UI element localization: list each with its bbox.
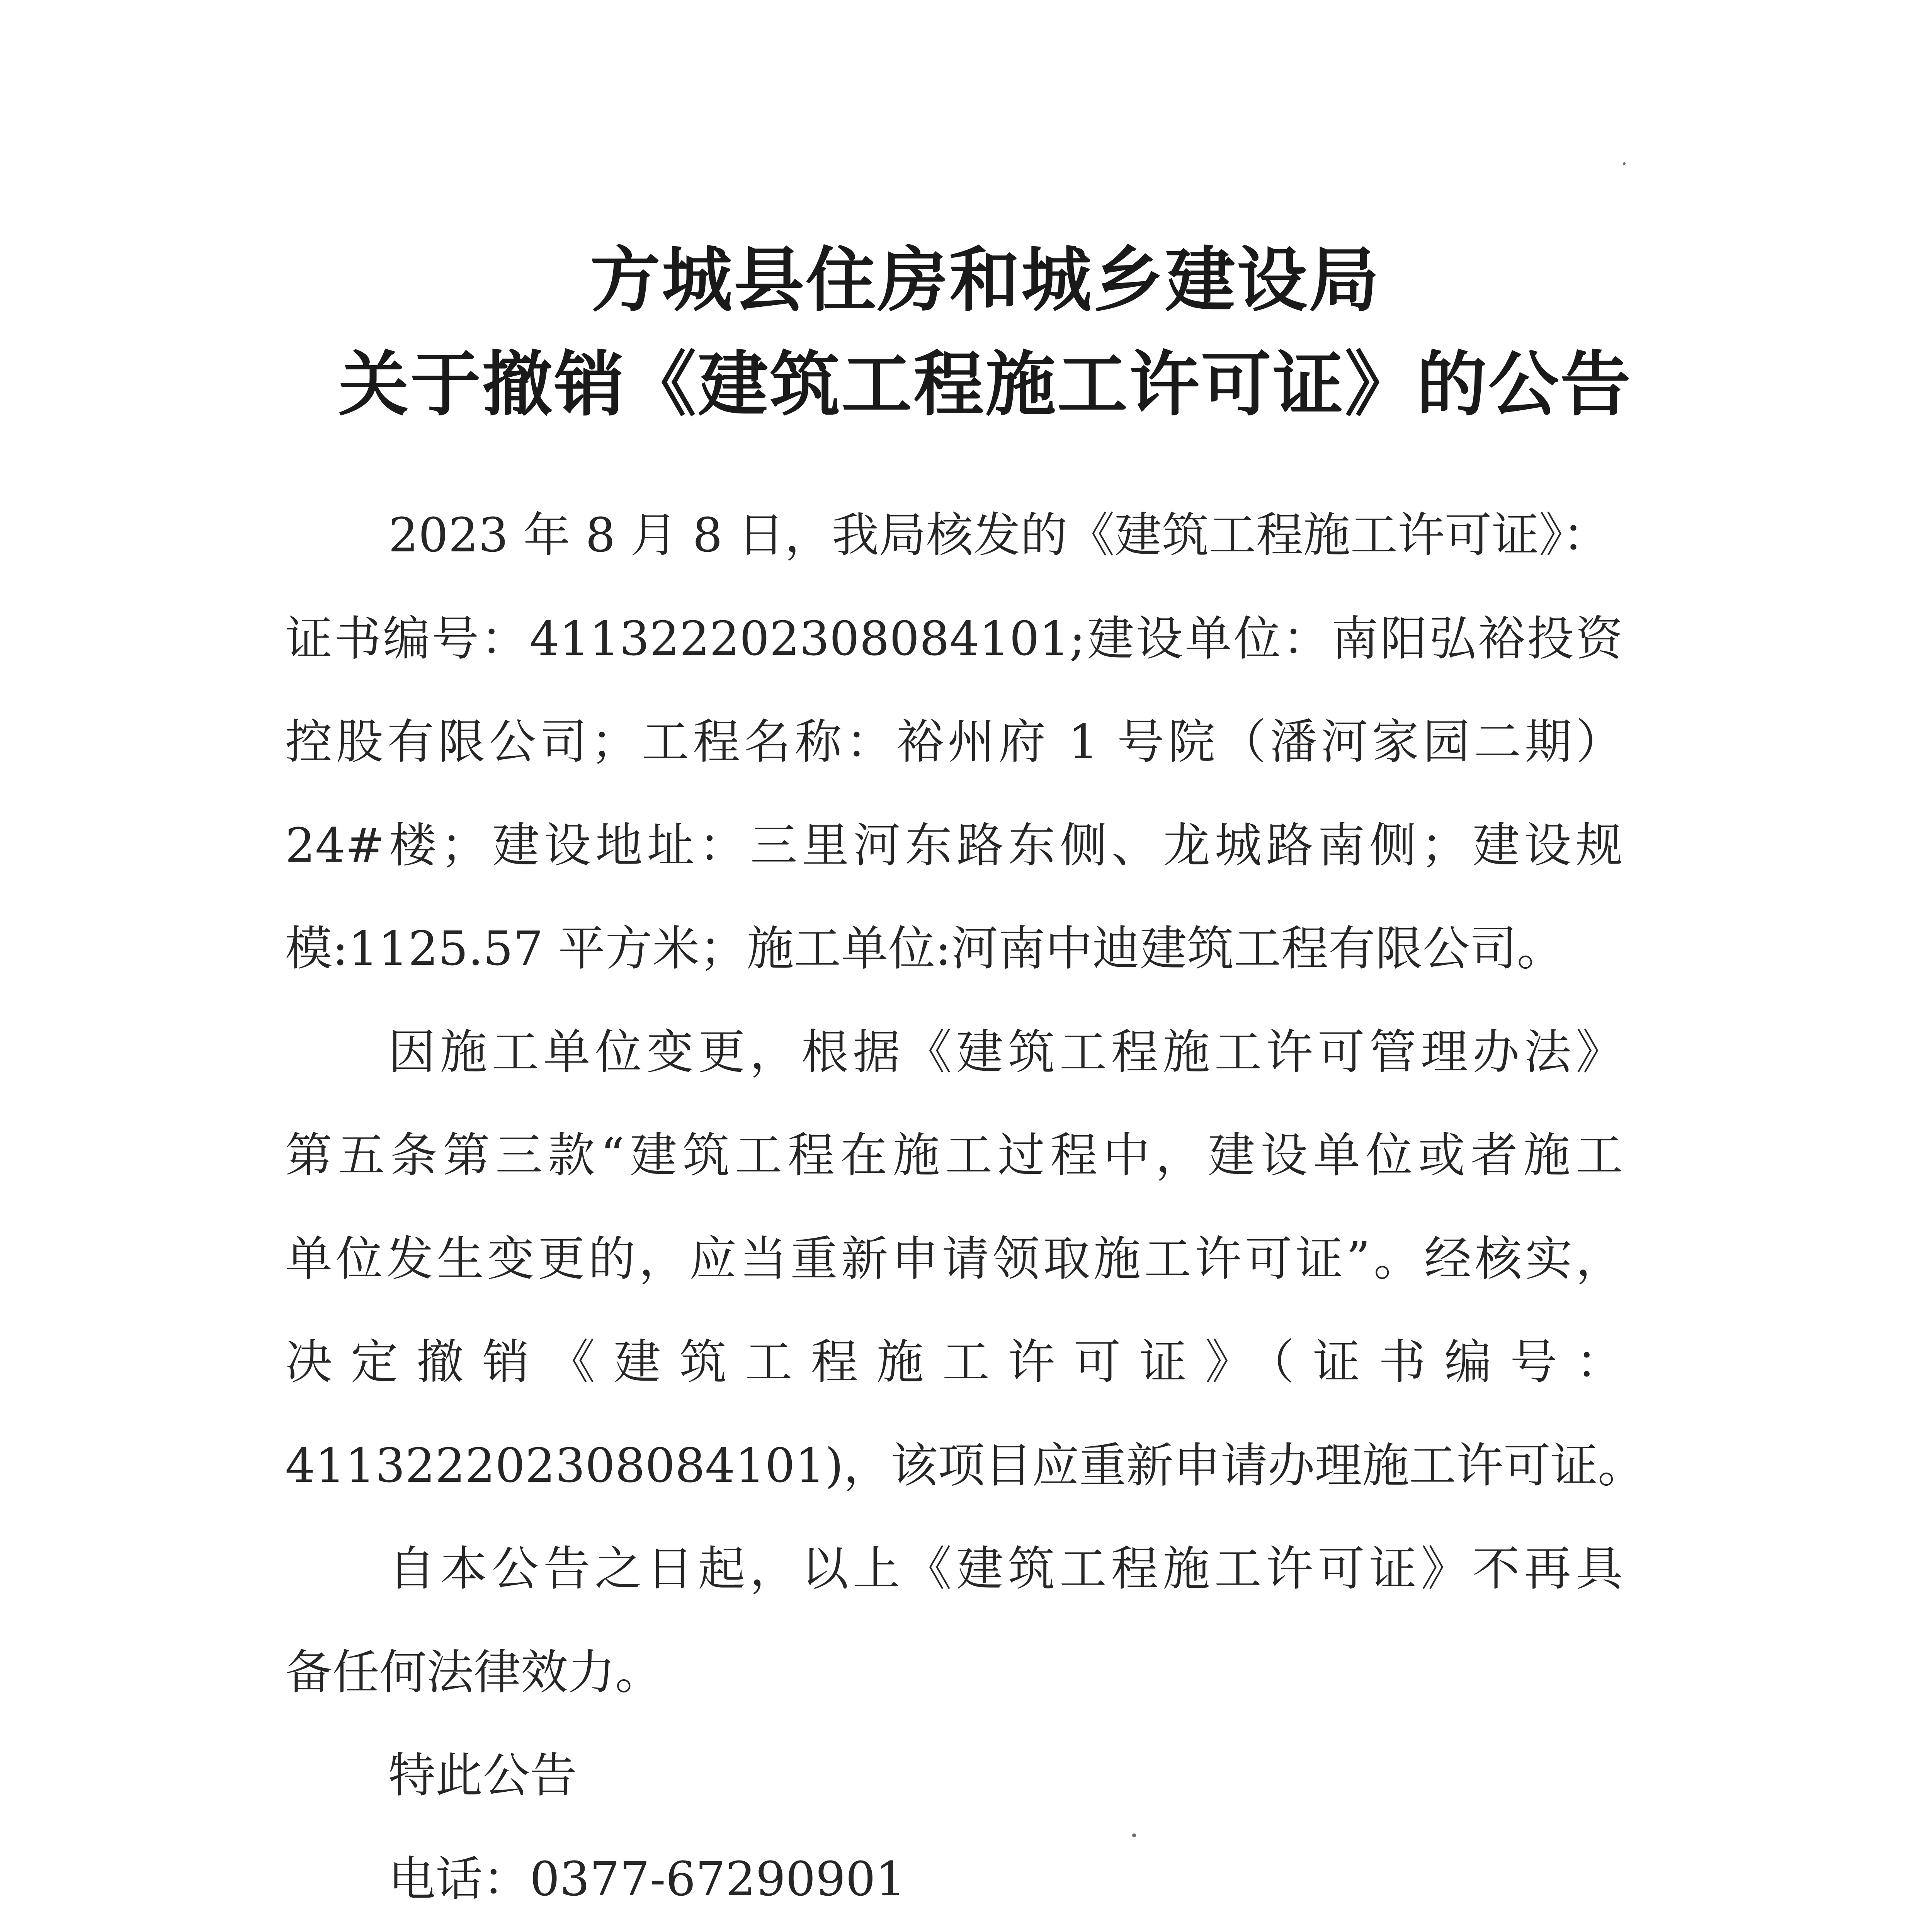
phone-text: 电话：0377-67290901 — [388, 1852, 906, 1906]
document-title-line2: 关于撤销《建筑工程施工许可证》的公告 — [338, 344, 1632, 425]
scan-speck — [1623, 162, 1626, 165]
para2-line1: 因施工单位变更，根据《建筑工程施工许可管理办法》 — [388, 1025, 1623, 1080]
para1-line2: 证书编号：411322202308084101;建设单位：南阳弘裕投资 — [285, 611, 1623, 666]
para3-line1: 自本公告之日起，以上《建筑工程施工许可证》不再具 — [388, 1541, 1623, 1596]
para2-line2: 第五条第三款“建筑工程在施工过程中，建设单位或者施工 — [285, 1128, 1623, 1183]
para2-line3: 单位发生变更的，应当重新申请领取施工许可证”。经核实， — [285, 1231, 1623, 1286]
para2-line4: 决定撤销《建筑工程施工许可证》（证书编号： — [285, 1335, 1623, 1389]
para1-line1: 2023 年 8 月 8 日，我局核发的《建筑工程施工许可证》： — [388, 508, 1610, 563]
closing-text: 特此公告 — [388, 1748, 577, 1803]
para1-line3: 控股有限公司；工程名称：裕州府 1 号院（潘河家园二期） — [285, 714, 1623, 769]
scan-speck — [1132, 1833, 1136, 1837]
para1-line5: 模:1125.57 平方米；施工单位:河南中迪建筑工程有限公司。 — [285, 921, 1564, 976]
para1-line4: 24#楼；建设地址：三里河东路东侧、龙城路南侧；建设规 — [285, 818, 1623, 873]
para3-line2: 备任何法律效力。 — [285, 1645, 662, 1700]
document-title-line1: 方城县住房和城乡建设局 — [590, 239, 1381, 321]
para2-line5: 411322202308084101)，该项目应重新申请办理施工许可证。 — [285, 1438, 1645, 1493]
